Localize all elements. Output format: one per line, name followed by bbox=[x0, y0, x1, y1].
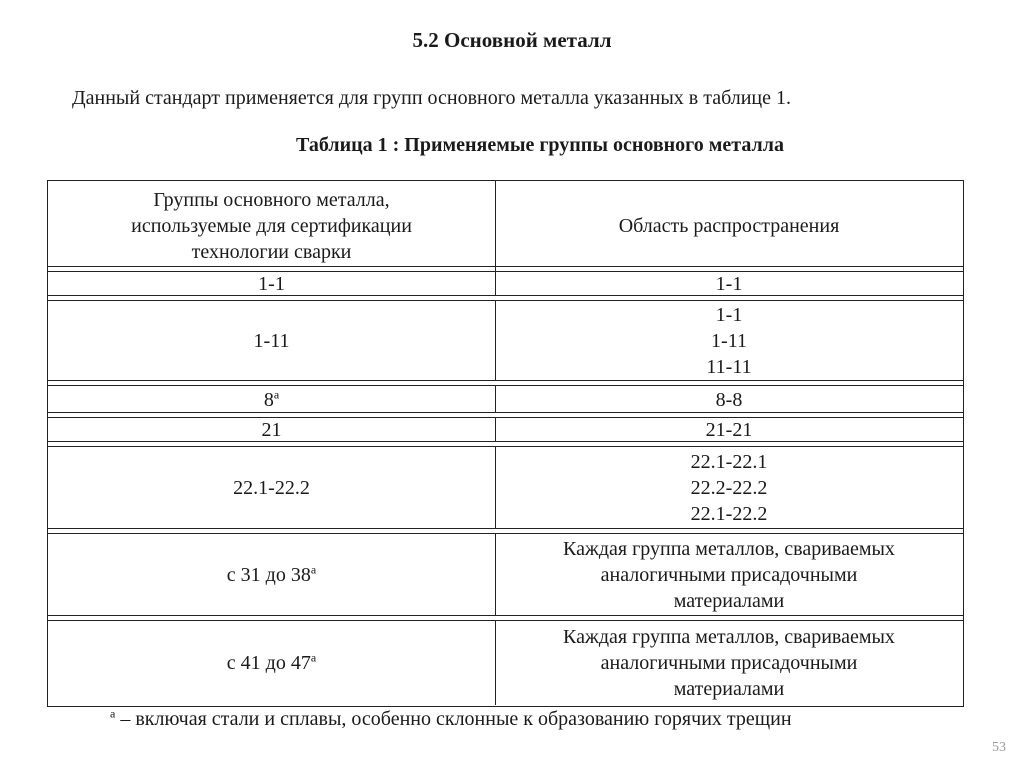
row-scope-value: аналогичными присадочными bbox=[600, 652, 858, 674]
row-scope-value: 1-11 bbox=[711, 330, 747, 352]
row-group-value bbox=[264, 387, 279, 413]
row-group-cell bbox=[48, 534, 496, 616]
row-separator bbox=[48, 441, 963, 446]
row-group-value: 21 bbox=[261, 419, 282, 441]
footnote-marker: a bbox=[273, 386, 280, 401]
table-row bbox=[48, 386, 963, 418]
row-group-value: 1-11 bbox=[253, 330, 290, 352]
row-group-value bbox=[227, 562, 316, 588]
row-scope-value: 11-11 bbox=[706, 356, 752, 378]
row-scope-cell bbox=[496, 301, 962, 381]
row-group-cell bbox=[48, 621, 496, 705]
row-separator bbox=[48, 615, 963, 620]
row-scope-value: 1-1 bbox=[715, 273, 743, 295]
row-scope-cell bbox=[496, 534, 962, 616]
table-row bbox=[48, 621, 963, 705]
header-cell-scope bbox=[496, 181, 962, 271]
page-number: 53 bbox=[992, 740, 1006, 755]
row-scope-value: 22.1-22.2 bbox=[690, 503, 768, 525]
row-scope-cell bbox=[496, 386, 962, 413]
header-scope-text: Область распространения bbox=[618, 215, 840, 237]
row-scope-value: 8-8 bbox=[715, 388, 743, 411]
row-group-number: 8 bbox=[263, 388, 274, 411]
row-scope-cell bbox=[496, 447, 962, 529]
row-scope-value: 22.2-22.2 bbox=[690, 477, 768, 499]
table-row bbox=[48, 272, 963, 301]
footnote-marker: a bbox=[110, 706, 116, 721]
row-group-cell bbox=[48, 386, 496, 413]
footnote-text: – включая стали и сплавы, особенно склонные к образованию горячих трещин bbox=[115, 708, 792, 730]
table-footnote bbox=[110, 708, 792, 731]
table-row bbox=[48, 447, 963, 534]
header-cell-groups bbox=[48, 181, 496, 271]
row-group-cell bbox=[48, 301, 496, 381]
row-separator bbox=[48, 266, 963, 271]
header-groups-line: технологии сварки bbox=[191, 241, 352, 263]
row-scope-value: Каждая группа металлов, свариваемых bbox=[563, 538, 895, 560]
table-row bbox=[48, 534, 963, 621]
intro-paragraph: Данный стандарт применяется для групп основного металла указанных в таблице 1. bbox=[72, 87, 792, 109]
row-scope-value: 1-1 bbox=[715, 304, 743, 326]
row-separator bbox=[48, 412, 963, 417]
row-separator bbox=[48, 380, 963, 385]
row-scope-value: материалами bbox=[673, 590, 785, 612]
row-group-cell bbox=[48, 418, 496, 442]
row-group-cell bbox=[48, 447, 496, 529]
row-group-value: 1-1 bbox=[258, 273, 285, 295]
row-group-cell bbox=[48, 272, 496, 296]
section-heading: 5.2 Основной металл bbox=[412, 28, 612, 52]
base-metal-groups-table bbox=[47, 180, 964, 707]
row-scope-value: материалами bbox=[673, 678, 785, 700]
row-scope-cell bbox=[496, 272, 962, 296]
table-caption: Таблица 1 : Применяемые группы основного металла bbox=[296, 134, 784, 156]
row-scope-cell bbox=[496, 418, 962, 442]
table-row bbox=[48, 418, 963, 447]
row-scope-value: 22.1-22.1 bbox=[690, 451, 768, 473]
footnote-marker: a bbox=[310, 562, 317, 577]
row-separator bbox=[48, 295, 963, 300]
row-group-value bbox=[227, 650, 316, 676]
footnote-marker: a bbox=[310, 650, 317, 665]
row-scope-value: Каждая группа металлов, свариваемых bbox=[563, 626, 895, 648]
row-scope-value: 21-21 bbox=[705, 419, 753, 441]
row-group-range: с 41 до 47 bbox=[226, 652, 311, 674]
row-group-range: с 31 до 38 bbox=[226, 564, 311, 586]
header-groups-line: Группы основного металла, bbox=[153, 189, 390, 211]
row-separator bbox=[48, 528, 963, 533]
row-group-value: 22.1-22.2 bbox=[233, 477, 310, 499]
row-scope-cell bbox=[496, 621, 962, 705]
row-scope-value: аналогичными присадочными bbox=[600, 564, 858, 586]
table-header-row bbox=[48, 181, 963, 272]
table-row bbox=[48, 301, 963, 386]
header-groups-line: используемые для сертификации bbox=[131, 215, 412, 237]
